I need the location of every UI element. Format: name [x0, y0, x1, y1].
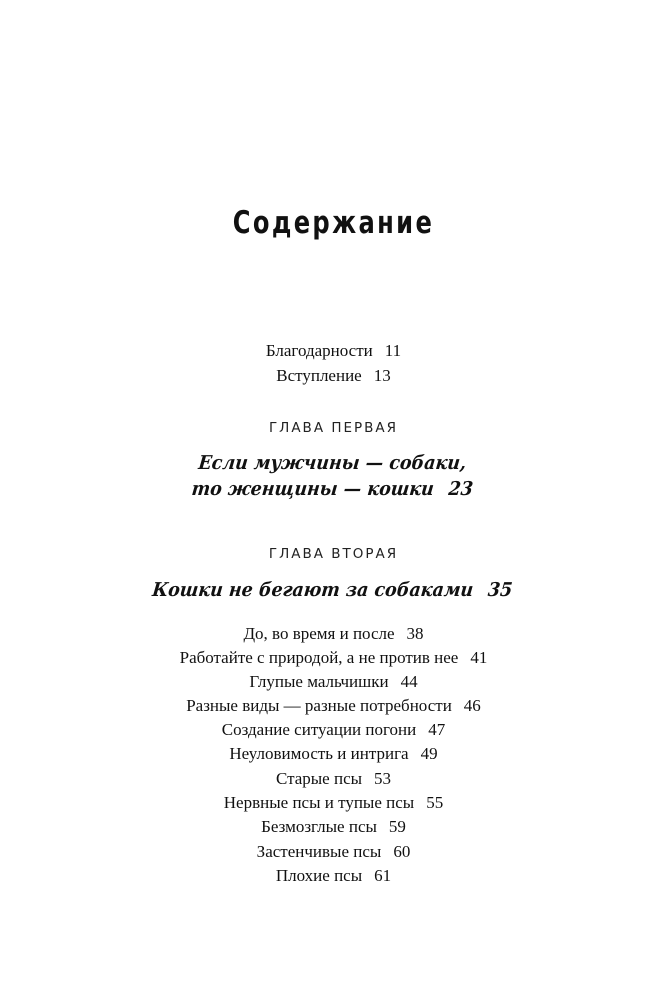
toc-entry	[0, 624, 667, 644]
toc-entry-title: Глупые мальчишки	[249, 672, 389, 691]
toc-entry-page: 46	[463, 696, 481, 715]
toc-entry	[0, 720, 667, 740]
toc-entry-title: До, во время и после	[243, 624, 395, 643]
toc-entry-page: 11	[384, 341, 402, 360]
toc-entry-acknowledgements	[0, 341, 667, 361]
toc-entry-title: Благодарности	[265, 341, 373, 360]
toc-entry-page: 41	[470, 648, 488, 667]
toc-entry-page: 49	[420, 744, 438, 763]
chapter-title-text: Кошки не бегают за собаками	[151, 579, 475, 601]
toc-entry	[0, 817, 667, 837]
toc-entry	[0, 769, 667, 789]
chapter-1-label: ГЛАВА ПЕРВАЯ	[268, 420, 399, 436]
chapter-2-label: ГЛАВА ВТОРАЯ	[268, 546, 399, 562]
toc-entry-title: Плохие псы	[275, 866, 363, 885]
toc-entry-page: 55	[426, 793, 444, 812]
toc-entry	[0, 744, 667, 764]
toc-entry-page: 47	[428, 720, 446, 739]
chapter-page: 35	[486, 579, 514, 601]
toc-entry-page: 59	[388, 817, 406, 836]
toc-entry-title: Нервные псы и тупые псы	[223, 793, 415, 812]
toc-entry	[0, 648, 667, 668]
page-title: Содержание	[232, 205, 435, 241]
toc-entry	[0, 866, 667, 886]
toc-entry-page: 60	[393, 842, 411, 861]
toc-entry-page: 44	[400, 672, 418, 691]
toc-entry-page: 61	[374, 866, 392, 885]
chapter-page: 23	[447, 478, 475, 500]
chapter-title-text: то женщины — кошки	[190, 478, 436, 500]
chapter-1-title-line2	[24, 478, 640, 500]
toc-entry-title: Неуловимость и интрига	[229, 744, 409, 763]
toc-entry-introduction	[0, 366, 667, 386]
toc-entry-page: 13	[373, 366, 391, 385]
toc-entry-title: Работайте с природой, а не против нее	[179, 648, 459, 667]
toc-entry-title: Безмозглые псы	[261, 817, 377, 836]
toc-entry-title: Создание ситуации погони	[221, 720, 417, 739]
toc-entry-page: 38	[406, 624, 424, 643]
toc-entry	[0, 793, 667, 813]
toc-entry-title: Застенчивые псы	[256, 842, 382, 861]
toc-entry-page: 53	[374, 769, 392, 788]
toc-entry-title: Вступление	[276, 366, 362, 385]
toc-entry-title: Разные виды — разные потребности	[186, 696, 452, 715]
chapter-1-title-line1: Если мужчины — собаки,	[197, 452, 468, 474]
chapter-2-title	[24, 579, 640, 601]
toc-entry	[0, 696, 667, 716]
toc-entry	[0, 672, 667, 692]
toc-entry	[0, 842, 667, 862]
toc-entry-title: Старые псы	[275, 769, 363, 788]
